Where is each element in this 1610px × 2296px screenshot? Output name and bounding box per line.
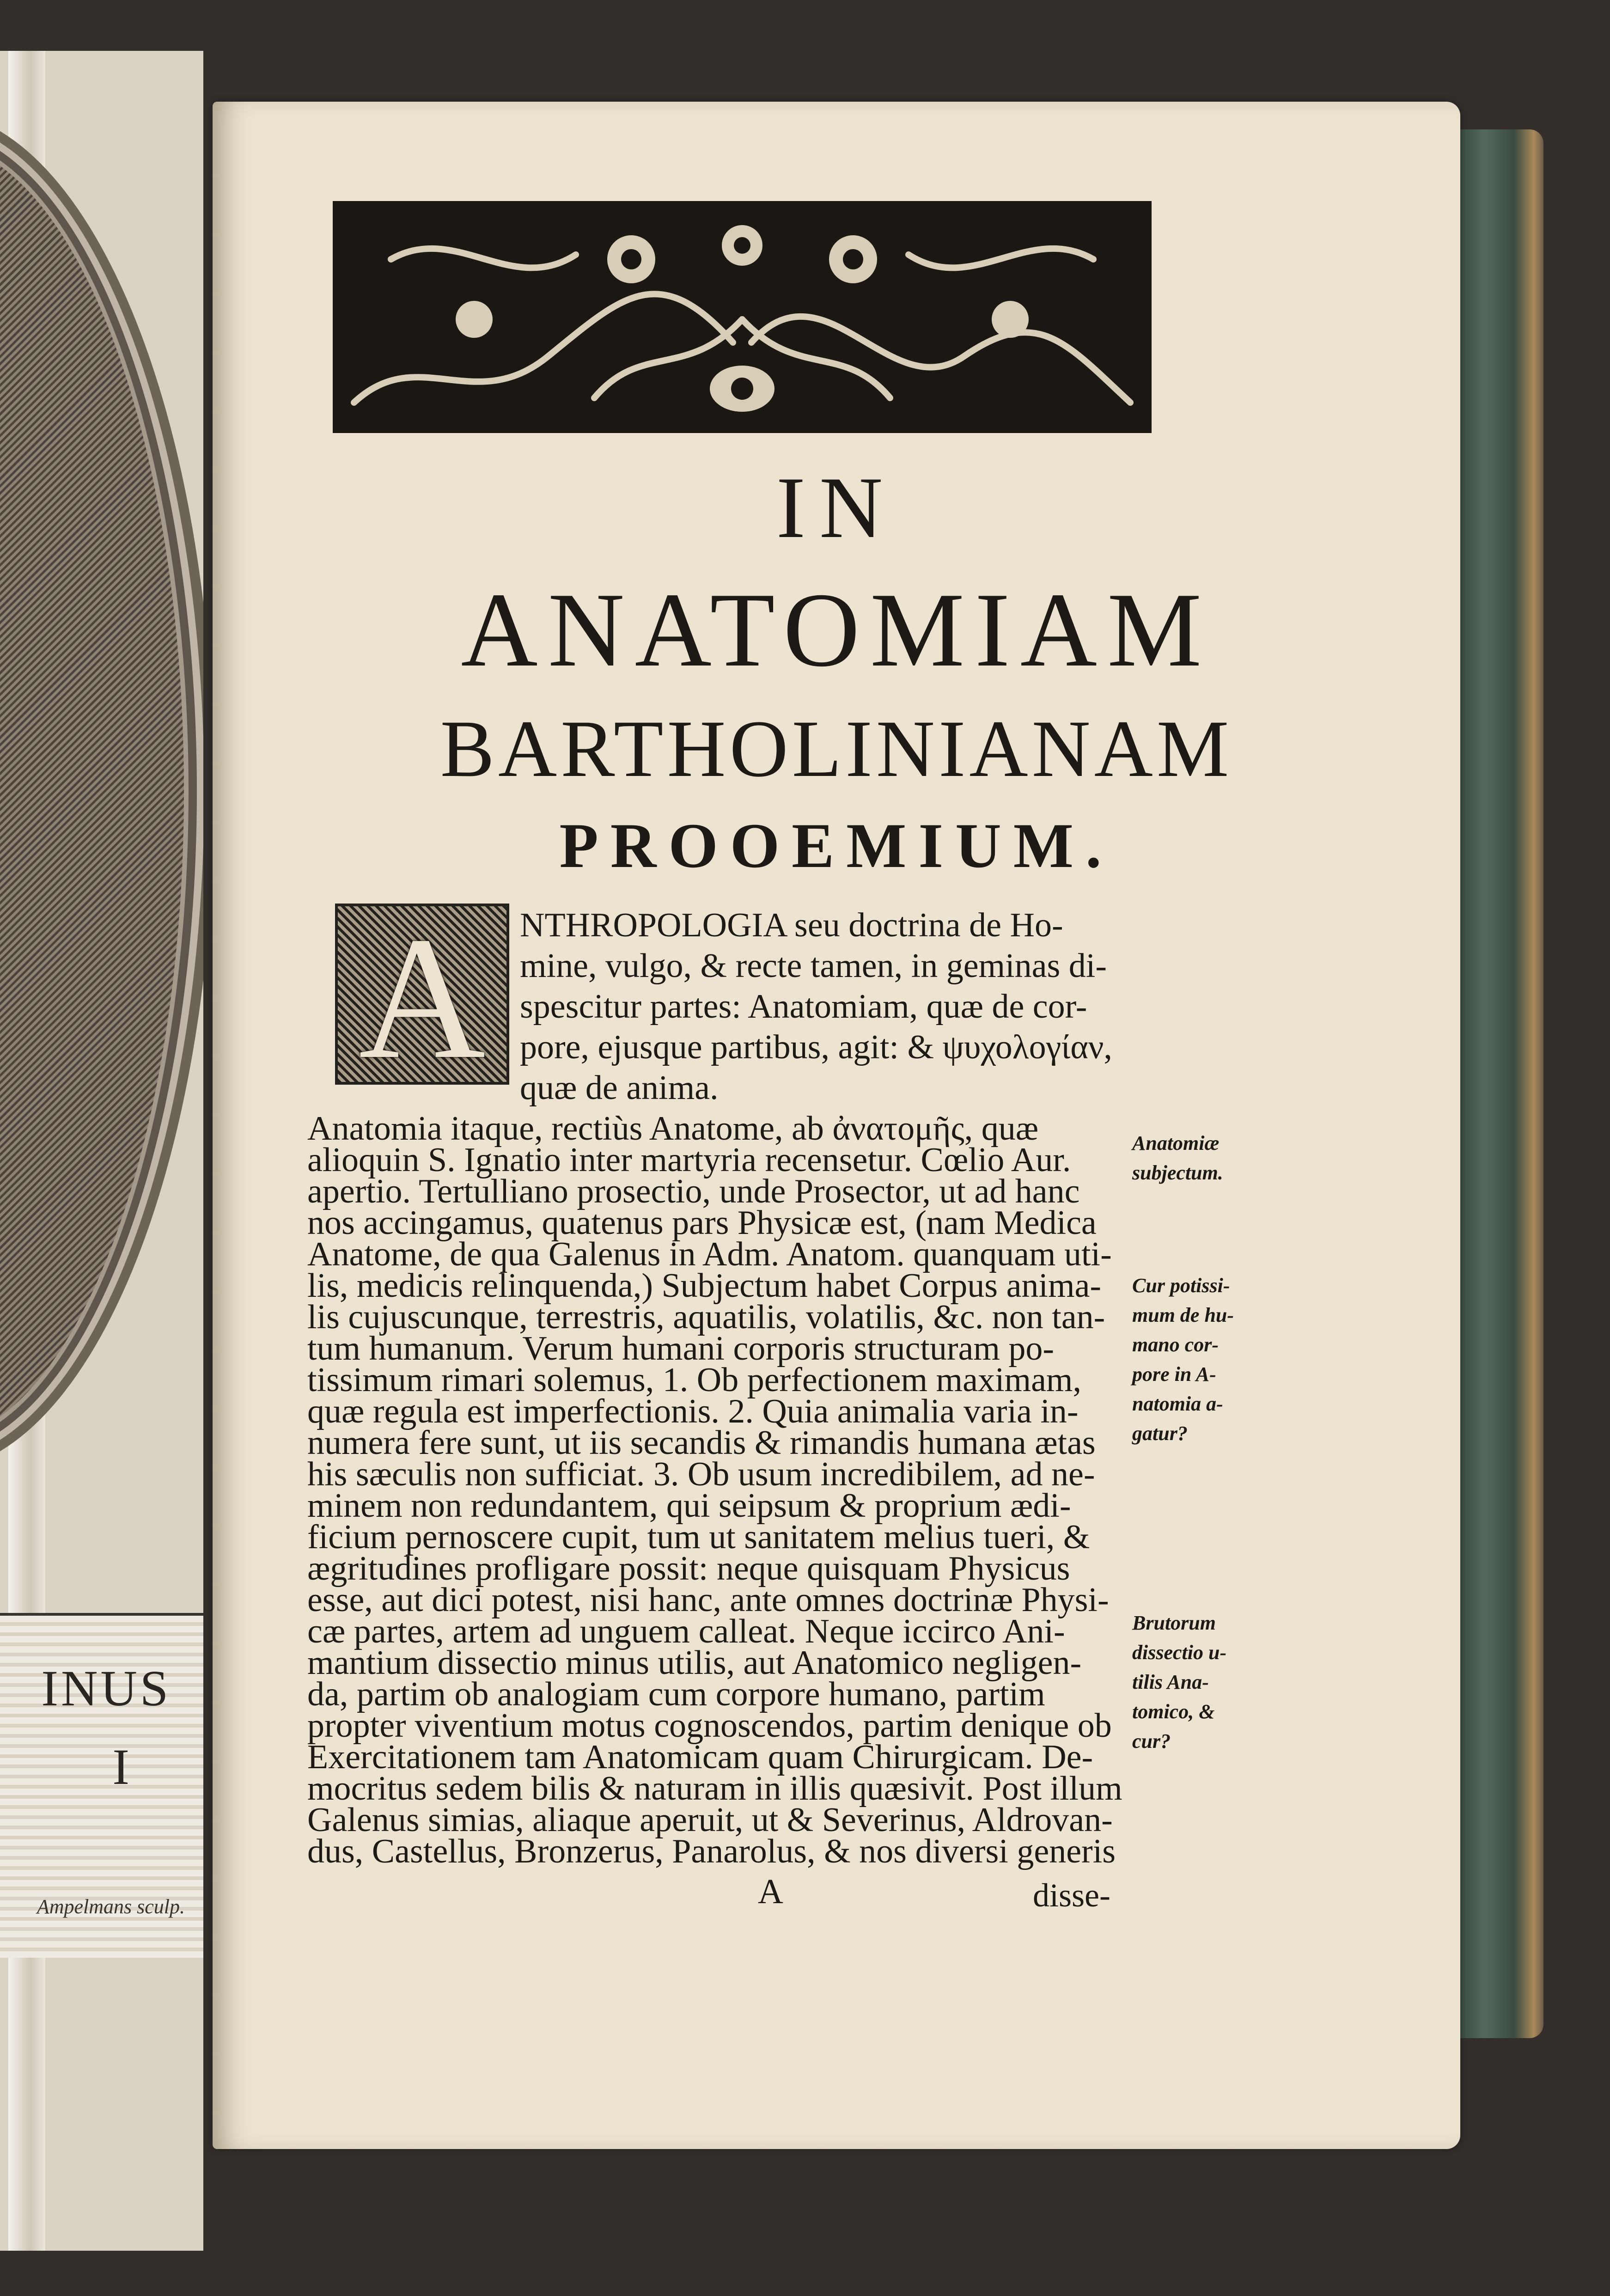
title-line-bartholinianam: BARTHOLINIANAM [440,704,1233,794]
text-line: NTHROPOLOGIA seu doctrina de Ho- [520,906,1063,944]
text-line: ficium pernoscere cupit, tum ut sanitatem melius tueri, & [307,1518,1090,1556]
text-line: propter viventium motus cognoscendos, partim denique ob [307,1707,1112,1745]
text-line: esse, aut dici potest, nisi hanc, ante omnes doctrinæ Physi- [307,1581,1109,1619]
text-line: Galenus simias, aliaque aperuit, ut & Severinus, Aldrovan- [307,1801,1113,1839]
text-line: tum humanum. Verum humani corporis structuram po- [307,1330,1055,1368]
text-line: spescitur partes: Anatomiam, quæ de cor- [520,988,1087,1026]
text-line: numera fere sunt, ut iis secandis & rimandis humana ætas [307,1424,1096,1462]
text-line: lis, medicis relinquenda,) Subjectum habet Corpus anima- [307,1267,1102,1305]
text-line: tissimum rimari solemus, 1. Ob perfectionem maximam, [307,1361,1081,1399]
title-line-prooemium: PROOEMIUM. [559,810,1114,881]
portrait-engraving [0,111,203,1472]
book-page [213,102,1460,2149]
text-line: mantium dissectio minus utilis, aut Anatomico negligen- [307,1644,1082,1682]
text-line: minem non redundantem, qui seipsum & proprium ædi- [307,1487,1071,1525]
text-line: lis cujuscunque, terrestris, aquatilis, volatilis, &c. non tan- [307,1298,1105,1336]
plaque-text: INUS [41,1660,171,1716]
text-line: ægritudines profligare possit: neque quisquam Physicus [307,1550,1070,1588]
left-page [0,51,203,2251]
signature-mark: A [758,1872,783,1911]
text-line: pore, ejusque partibus, agit: & ψυχολογίαν, [520,1028,1112,1066]
text-line: Anatome, de qua Galenus in Adm. Anatom. quanquam uti- [307,1235,1112,1273]
text-line: apertio. Tertulliano prosectio, unde Prosector, ut ad hanc [307,1172,1080,1210]
headpiece-ornament-icon [335,204,1149,430]
margin-note: Cur potissi- mum de hu- mano cor- pore in A- natomia a- gatur? [1132,1274,1234,1445]
ornamental-headpiece [333,201,1152,433]
text-line: alioquin S. Ignatio inter martyria recensetur. Cœlio Aur. [307,1141,1071,1179]
catchword: disse- [1033,1877,1110,1914]
text-line: mine, vulgo, & recte tamen, in geminas di- [520,947,1107,985]
title-line-anatomiam: ANATOMIAM [461,571,1212,689]
text-line: mocritus sedem bilis & naturam in illis quæsivit. Post illum [307,1770,1122,1807]
text-line: dus, Castellus, Bronzerus, Panarolus, & nos diversi generis [307,1832,1116,1870]
plaque-text: I [112,1739,129,1795]
text-line: Anatomia itaque, rectiùs Anatome, ab ἀνατομῆς, quæ [307,1110,1039,1148]
text-line: cæ partes, artem ad unguem calleat. Neque iccirco Ani- [307,1612,1065,1650]
book-fore-edge [1446,129,1543,2038]
text-line: nos accingamus, quatenus pars Physicæ est, (nam Medica [307,1204,1097,1242]
margin-note: Brutorum dissectio u- tilis Ana- tomico, & cur? [1132,1612,1227,1753]
margin-note: Anatomiæ subjectum. [1132,1132,1223,1184]
text-line: his sæculis non sufficiat. 3. Ob usum incredibilem, ad ne- [307,1455,1095,1493]
text-line: da, partim ob analogiam cum corpore humano, partim [307,1675,1045,1713]
text-line: quæ de anima. [520,1069,719,1107]
text-line: quæ regula est imperfectionis. 2. Quia animalia varia in- [307,1392,1079,1430]
initial-letter: A [359,901,486,1095]
title-line-in: IN [776,459,897,556]
engraver-signature: Ampelmans sculp. [37,1895,185,1918]
text-line: Exercitationem tam Anatomicam quam Chirurgicam. De- [307,1738,1093,1776]
decorated-initial [335,901,509,1095]
